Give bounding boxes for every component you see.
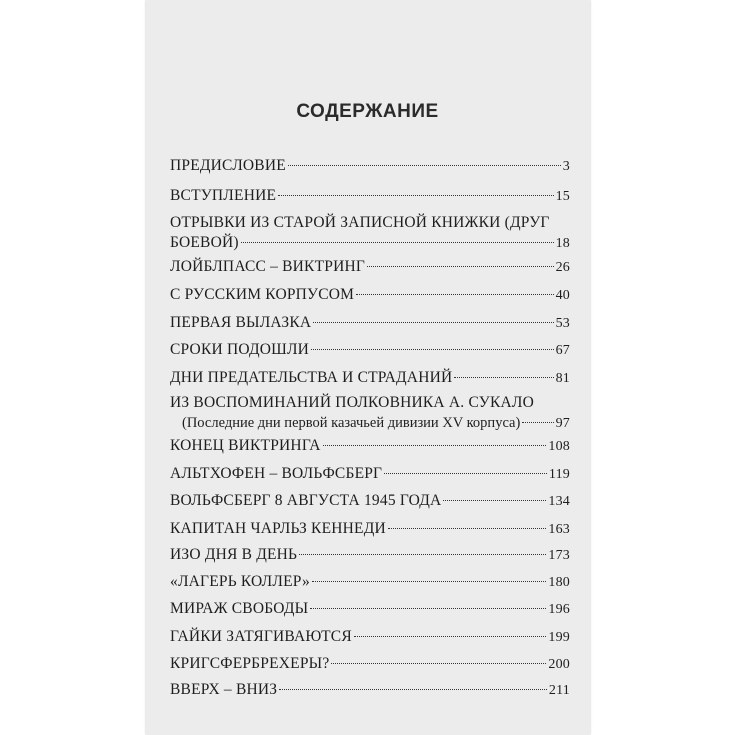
toc-entry <box>170 464 570 484</box>
dot-leader <box>384 473 547 474</box>
dot-leader <box>522 422 553 423</box>
toc-entry <box>170 340 570 360</box>
toc-entry-page: 53 <box>555 316 570 331</box>
toc-entry <box>170 572 570 592</box>
toc-entry-title: «ЛАГЕРЬ КОЛЛЕР» <box>170 573 310 590</box>
dot-leader <box>312 581 546 582</box>
toc-entry <box>170 213 570 253</box>
toc-entry-page: 200 <box>548 657 570 672</box>
dot-leader <box>354 636 547 637</box>
toc-entry-title: ДНИ ПРЕДАТЕЛЬСТВА И СТРАДАНИЙ <box>170 369 453 386</box>
dot-leader <box>310 608 546 609</box>
toc-entry <box>170 627 570 647</box>
toc-entry-page: 163 <box>548 522 570 537</box>
dot-leader <box>443 500 546 501</box>
toc-entry-title: КРИГСФЕРБРЕХЕРЫ? <box>170 655 330 672</box>
dot-leader <box>279 689 547 690</box>
toc-entry-title: МИРАЖ СВОБОДЫ <box>170 600 309 617</box>
toc-entry-page: 3 <box>562 159 570 174</box>
toc-entry-title: ИЗО ДНЯ В ДЕНЬ <box>170 546 298 563</box>
toc-entry <box>170 680 570 700</box>
dot-leader <box>331 663 546 664</box>
toc-entry-page: 134 <box>548 494 570 509</box>
dot-leader <box>323 445 547 446</box>
dot-leader <box>278 195 553 196</box>
toc-entry <box>170 313 570 333</box>
dot-leader <box>313 322 553 323</box>
toc-entry-page: 180 <box>548 575 570 590</box>
toc-entry-title: С РУССКИМ КОРПУСОМ <box>170 286 355 303</box>
toc-entry <box>170 186 570 206</box>
dot-leader <box>454 377 553 378</box>
toc-entry <box>170 156 570 176</box>
toc-entry-page: 81 <box>555 371 570 386</box>
toc-entry <box>170 491 570 511</box>
toc-entry <box>170 654 570 674</box>
toc-entry-page: 40 <box>555 288 570 303</box>
toc-entry <box>170 285 570 305</box>
toc-entry-page: 196 <box>548 602 570 617</box>
toc-entry-title: ВВЕРХ – ВНИЗ <box>170 681 278 698</box>
table-of-contents <box>170 0 570 735</box>
toc-entry-title: ПРЕДИСЛОВИЕ <box>170 157 286 174</box>
toc-entry <box>170 545 570 565</box>
toc-entry-page: 26 <box>555 260 570 275</box>
toc-entry <box>170 257 570 277</box>
dot-leader <box>241 242 554 243</box>
toc-entry <box>170 436 570 456</box>
toc-entry-page: 15 <box>555 189 570 204</box>
dot-leader <box>288 165 561 166</box>
toc-entry-title: ИЗ ВОСПОМИНАНИЙ ПОЛКОВНИКА А. СУКАЛО <box>170 394 534 411</box>
toc-entry-title: КОНЕЦ ВИКТРИНГА <box>170 437 321 454</box>
dot-leader <box>367 266 554 267</box>
dot-leader <box>311 349 554 350</box>
toc-entry-page: 67 <box>555 343 570 358</box>
toc-entry-subtitle: (Последние дни первой казачьей дивизии XV корпуса) <box>182 415 521 431</box>
toc-entry-title: КАПИТАН ЧАРЛЬЗ КЕННЕДИ <box>170 520 386 537</box>
toc-entry-title-continued: БОЕВОЙ) <box>170 234 239 251</box>
toc-entry-page: 211 <box>548 683 570 698</box>
toc-entry-title: ГАЙКИ ЗАТЯГИВАЮТСЯ <box>170 628 352 645</box>
dot-leader <box>356 294 553 295</box>
toc-entry-title: ВОЛЬФСБЕРГ 8 АВГУСТА 1945 ГОДА <box>170 492 442 509</box>
toc-entry-title: ЛОЙБЛПАСС – ВИКТРИНГ <box>170 258 366 275</box>
toc-entry <box>170 599 570 619</box>
dot-leader <box>299 554 546 555</box>
dot-leader <box>388 528 547 529</box>
toc-entry <box>170 519 570 539</box>
toc-entry-title: АЛЬТХОФЕН – ВОЛЬФСБЕРГ <box>170 465 383 482</box>
toc-entry-title: ОТРЫВКИ ИЗ СТАРОЙ ЗАПИСНОЙ КНИЖКИ (ДРУГ <box>170 214 550 231</box>
toc-entry <box>170 393 570 433</box>
toc-entry-page: 108 <box>548 439 570 454</box>
toc-entry-title: СРОКИ ПОДОШЛИ <box>170 341 310 358</box>
toc-entry <box>170 368 570 388</box>
toc-entry-page: 97 <box>555 416 570 431</box>
toc-entry-page: 119 <box>548 467 570 482</box>
toc-entry-title: ПЕРВАЯ ВЫЛАЗКА <box>170 314 312 331</box>
toc-entry-page: 18 <box>555 236 570 251</box>
toc-entry-title: ВСТУПЛЕНИЕ <box>170 187 277 204</box>
toc-entry-page: 173 <box>548 548 570 563</box>
toc-entry-page: 199 <box>548 630 570 645</box>
contents-heading: СОДЕРЖАНИЕ <box>296 101 439 122</box>
